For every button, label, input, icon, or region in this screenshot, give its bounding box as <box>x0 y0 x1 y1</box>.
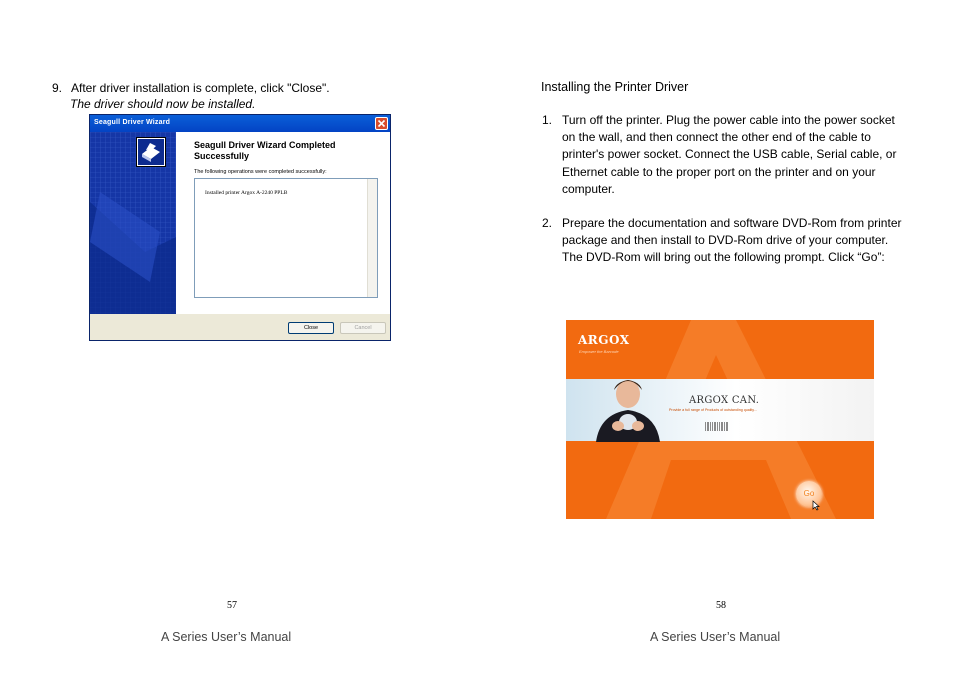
wizard-title-bar <box>90 115 390 132</box>
section-title: Installing the Printer Driver <box>541 80 689 94</box>
list-item: Installed printer Argox A-2240 PPLB <box>205 190 288 196</box>
step-number: 9. <box>52 81 63 95</box>
instruction-item-2 <box>542 215 912 287</box>
printer-icon <box>136 137 166 167</box>
item-text: Prepare the documentation and software DVD-Rom from printer package and then install to DVD-Rom drive of your computer. The DVD-Rom will bring out the following prompt. Click “Go”: <box>562 216 902 265</box>
page-number-right: 58 <box>716 600 726 611</box>
page-number-left: 57 <box>227 600 237 611</box>
item-number: 1. <box>542 113 553 127</box>
footer-right: A Series User’s Manual <box>650 630 781 644</box>
item-number: 2. <box>542 216 553 230</box>
close-button[interactable]: Close <box>288 322 334 334</box>
argox-headline: ARGOX CAN. <box>689 395 760 406</box>
wizard-side-banner <box>90 132 176 314</box>
cancel-button[interactable]: Cancel <box>340 322 386 334</box>
wizard-description: The following operations were completed successfully: <box>194 169 327 175</box>
argox-subline: Provide a full range of Products of outstanding quality... <box>669 408 757 412</box>
instruction-item-1 <box>542 112 912 202</box>
go-button-label: Go <box>803 489 815 498</box>
argox-dvd-prompt <box>566 320 874 519</box>
argox-tagline: Empower the Barcode <box>579 349 619 354</box>
wizard-heading: Seagull Driver Wizard Completed Successfully <box>194 140 336 161</box>
step-9-note: The driver should now be installed. <box>70 97 256 111</box>
argox-logo: ARGOX <box>578 333 630 347</box>
list-scrollbar[interactable] <box>367 179 377 297</box>
driver-wizard-screenshot <box>89 114 391 341</box>
woman-photo <box>592 376 664 442</box>
footer-left: A Series User’s Manual <box>161 630 292 644</box>
wizard-title: Seagull Driver Wizard <box>94 119 171 126</box>
cursor-icon <box>812 498 820 509</box>
wizard-close-icon[interactable] <box>375 117 388 130</box>
operations-list <box>194 178 378 298</box>
step-text: After driver installation is complete, click "Close". <box>71 81 330 95</box>
item-text: Turn off the printer. Plug the power cable into the power socket on the wall, and then connect the other end of the cable to printer's power socket. Connect the USB cable, Serial cable, or Ethernet cable to the proper port on the printer and on your computer. <box>562 113 897 196</box>
barcode-icon <box>705 418 729 427</box>
